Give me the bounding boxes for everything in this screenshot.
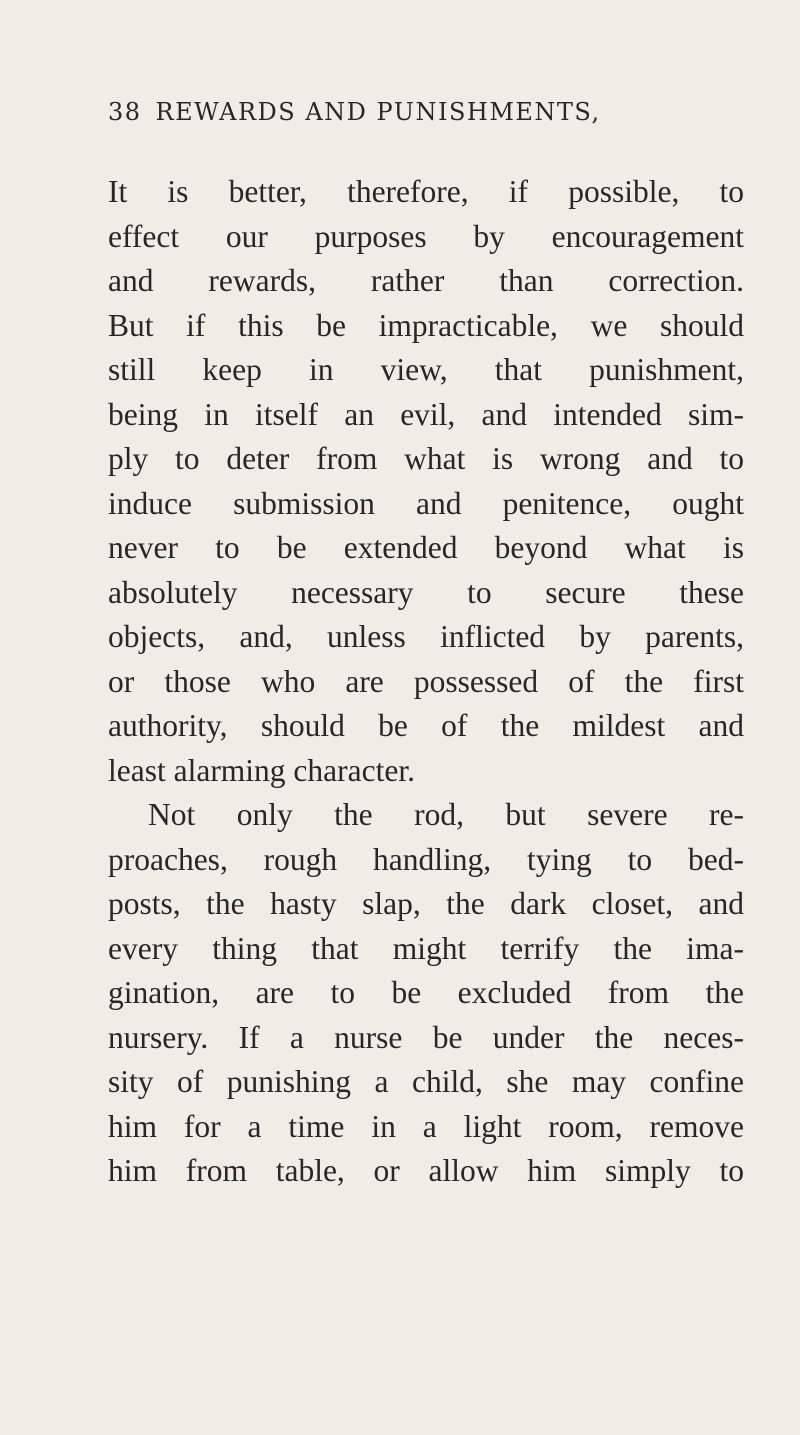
text-line: being in itself an evil, and intended sim- bbox=[108, 396, 744, 432]
running-head bbox=[108, 100, 728, 124]
page-number: 38 bbox=[108, 98, 142, 126]
text-line: still keep in view, that punishment, bbox=[108, 352, 744, 387]
text-line: every thing that might terrify the ima- bbox=[108, 930, 744, 966]
text-line: never to be extended beyond what is bbox=[108, 530, 744, 565]
running-title: REWARDS AND PUNISHMENTS, bbox=[155, 98, 601, 126]
text-line: effect our purposes by encouragement bbox=[108, 218, 744, 254]
text-line: absolutely necessary to secure these bbox=[108, 574, 744, 610]
text-line: least alarming character. bbox=[108, 752, 415, 788]
text-line: him from table, or allow him simply to bbox=[108, 1153, 744, 1188]
text-line: him for a time in a light room, remove bbox=[108, 1108, 744, 1144]
text-line: But if this be impracticable, we should bbox=[108, 307, 744, 343]
text-line: authority, should be of the mildest and bbox=[108, 708, 744, 743]
text-line: or those who are possessed of the first bbox=[108, 663, 744, 699]
text-line: nursery. If a nurse be under the neces- bbox=[108, 1019, 744, 1055]
text-line: ply to deter from what is wrong and to bbox=[108, 441, 744, 476]
text-line: proaches, rough handling, tying to bed- bbox=[108, 841, 744, 877]
text-line: objects, and, unless inflicted by parents, bbox=[108, 619, 744, 654]
text-line: induce submission and penitence, ought bbox=[108, 485, 744, 521]
text-line: and rewards, rather than correction. bbox=[108, 263, 744, 298]
text-line: gination, are to be excluded from the bbox=[108, 975, 744, 1010]
text-line: posts, the hasty slap, the dark closet, and bbox=[108, 886, 744, 921]
text-line: Not only the rod, but severe re- bbox=[148, 797, 744, 832]
text-line: sity of punishing a child, she may confine bbox=[108, 1064, 744, 1099]
text-line: It is better, therefore, if possible, to bbox=[108, 174, 744, 209]
body-text bbox=[108, 170, 744, 1194]
